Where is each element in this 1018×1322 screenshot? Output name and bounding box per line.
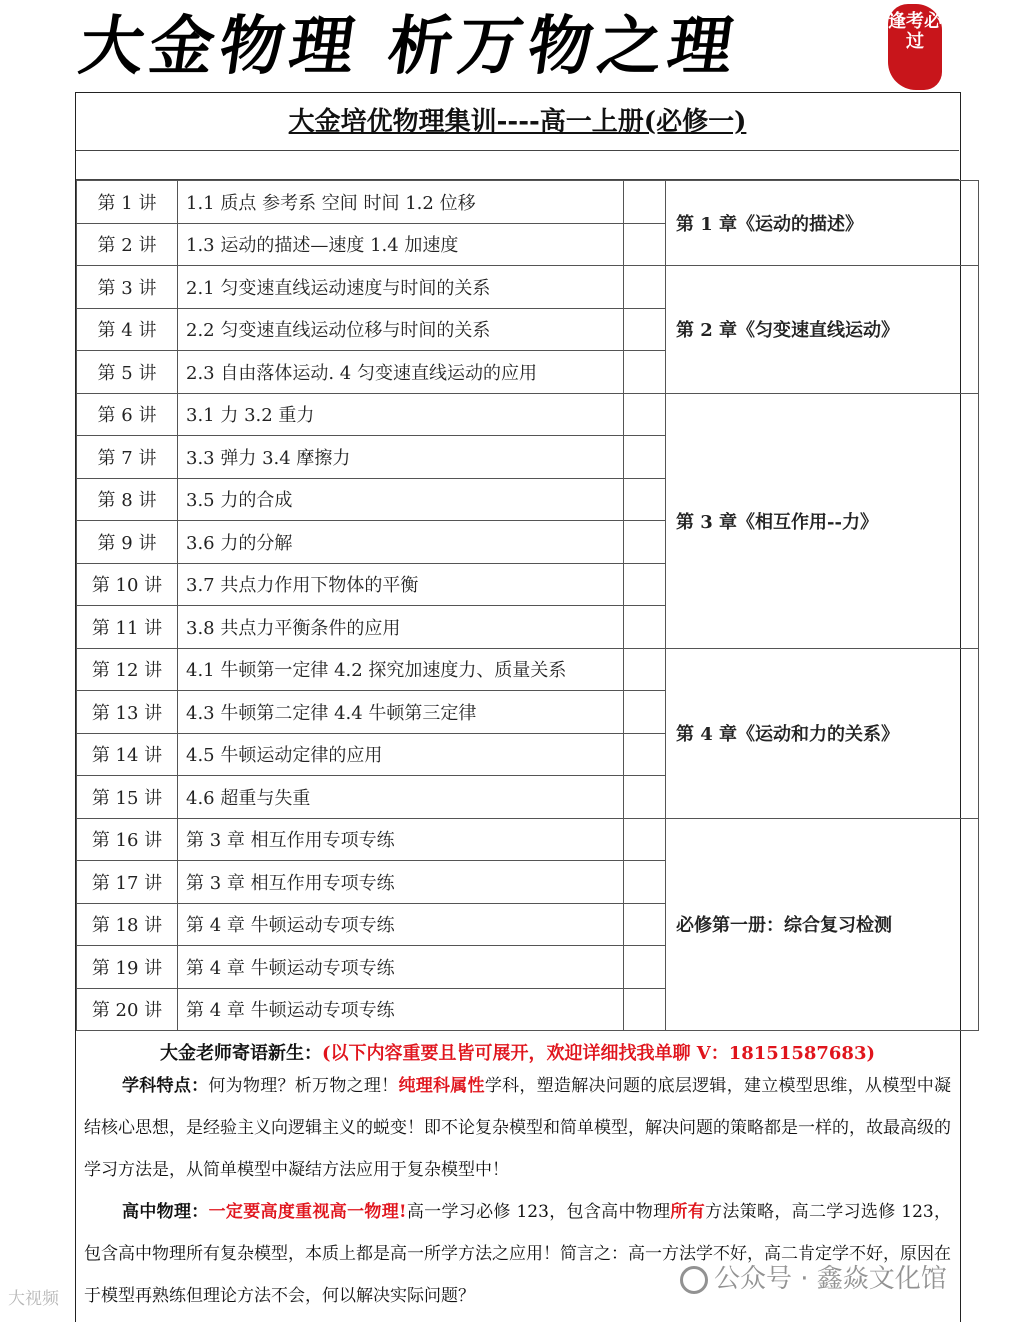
check-cell <box>624 606 666 649</box>
lecture-topic: 4.3 牛顿第二定律 4.4 牛顿第三定律 <box>178 691 624 734</box>
check-cell <box>624 733 666 776</box>
check-cell <box>624 861 666 904</box>
check-cell <box>624 351 666 394</box>
lecture-number: 第 10 讲 <box>77 563 178 606</box>
paragraph-subject <box>76 1065 959 1191</box>
table-row <box>77 266 979 309</box>
check-cell <box>624 946 666 989</box>
check-cell <box>624 181 666 224</box>
banner-calligraphy: 大金物理 析万物之理 <box>74 9 744 84</box>
page-title: 大金培优物理集训----高一上册(必修一) <box>288 107 747 137</box>
paragraph-text: 高一学习必修 123，包含高中物理 <box>406 1202 671 1222</box>
lecture-number: 第 3 讲 <box>77 266 178 309</box>
wechat-watermark <box>680 1258 947 1295</box>
paragraph-highlight: 一定要高度重视高一物理! <box>208 1202 407 1222</box>
lecture-number: 第 16 讲 <box>77 818 178 861</box>
check-cell <box>624 308 666 351</box>
wechat-icon <box>680 1266 708 1294</box>
lecture-number: 第 12 讲 <box>77 648 178 691</box>
paragraph-text: 何为物理？析万物之理！ <box>208 1076 399 1096</box>
lecture-table <box>76 180 979 1031</box>
lecture-number: 第 13 讲 <box>77 691 178 734</box>
lecture-topic: 第 4 章 牛顿运动专项专练 <box>178 903 624 946</box>
lecture-number: 第 4 讲 <box>77 308 178 351</box>
notes-heading-text: 大金老师寄语新生： <box>159 1043 322 1064</box>
lecture-number: 第 7 讲 <box>77 436 178 479</box>
notes-heading <box>76 1031 959 1065</box>
lecture-number: 第 14 讲 <box>77 733 178 776</box>
check-cell <box>624 818 666 861</box>
lecture-topic: 2.1 匀变速直线运动速度与时间的关系 <box>178 266 624 309</box>
lecture-topic: 第 3 章 相互作用专项专练 <box>178 818 624 861</box>
check-cell <box>624 563 666 606</box>
paragraph-lead: 学科特点： <box>122 1076 209 1096</box>
document-sheet <box>75 92 961 1322</box>
lecture-topic: 4.1 牛顿第一定律 4.2 探究加速度力、质量关系 <box>178 648 624 691</box>
corner-watermark: 大视频 <box>8 1289 59 1309</box>
check-cell <box>624 903 666 946</box>
check-cell <box>624 691 666 734</box>
lecture-topic: 3.3 弹力 3.4 摩擦力 <box>178 436 624 479</box>
lecture-topic: 3.1 力 3.2 重力 <box>178 393 624 436</box>
check-cell <box>624 393 666 436</box>
table-row <box>77 181 979 224</box>
table-row <box>77 393 979 436</box>
lecture-topic: 第 4 章 牛顿运动专项专练 <box>178 988 624 1031</box>
lecture-topic: 2.2 匀变速直线运动位移与时间的关系 <box>178 308 624 351</box>
lecture-number: 第 8 讲 <box>77 478 178 521</box>
title-row <box>76 93 959 151</box>
lecture-topic: 3.5 力的合成 <box>178 478 624 521</box>
lecture-topic: 3.8 共点力平衡条件的应用 <box>178 606 624 649</box>
lecture-number: 第 1 讲 <box>77 181 178 224</box>
lecture-topic: 1.1 质点 参考系 空间 时间 1.2 位移 <box>178 181 624 224</box>
lecture-topic: 3.7 共点力作用下物体的平衡 <box>178 563 624 606</box>
check-cell <box>624 436 666 479</box>
notes-heading-contact: (以下内容重要且皆可展开，欢迎详细找我单聊 V：18151587683) <box>321 1043 876 1064</box>
paragraph-text: 方法策略，高二学习选修 123，包含高中物理所有复杂模型，本质上都是高一所学方法之应用！简言之：高一方法学不好，高二肯定学不好，原因在于模型再熟练但理论方法不会，何以解决实际问题？ <box>84 1202 952 1306</box>
lecture-topic: 第 3 章 相互作用专项专练 <box>178 861 624 904</box>
check-cell <box>624 648 666 691</box>
lecture-topic: 1.3 运动的描述—速度 1.4 加速度 <box>178 223 624 266</box>
chapter-label: 必修第一册：综合复习检测 <box>666 818 979 1031</box>
paragraph-lead: 高中物理： <box>122 1202 209 1222</box>
paragraph-text: 学科，塑造解决问题的底层逻辑，建立模型思维，从模型中凝结核心思想，是经验主义向逻辑主义的蜕变！即不论复杂模型和简单模型，解决问题的策略都是一样的，故最高级的学习方法是，从简单模型中凝结方法应用于复杂模型中！ <box>84 1076 952 1180</box>
chapter-label: 第 2 章《匀变速直线运动》 <box>666 266 979 394</box>
spacer-row <box>76 150 959 180</box>
lecture-number: 第 20 讲 <box>77 988 178 1031</box>
check-cell <box>624 223 666 266</box>
paragraph-highschool <box>76 1191 959 1317</box>
lecture-number: 第 6 讲 <box>77 393 178 436</box>
lecture-number: 第 19 讲 <box>77 946 178 989</box>
lecture-topic: 第 4 章 牛顿运动专项专练 <box>178 946 624 989</box>
lecture-number: 第 9 讲 <box>77 521 178 564</box>
check-cell <box>624 521 666 564</box>
lecture-topic: 4.6 超重与失重 <box>178 776 624 819</box>
check-cell <box>624 478 666 521</box>
lecture-number: 第 18 讲 <box>77 903 178 946</box>
lecture-topic: 4.5 牛顿运动定律的应用 <box>178 733 624 776</box>
lecture-number: 第 5 讲 <box>77 351 178 394</box>
watermark-text: 公众号 · 鑫焱文化馆 <box>714 1264 947 1294</box>
lecture-number: 第 11 讲 <box>77 606 178 649</box>
check-cell <box>624 776 666 819</box>
lecture-number: 第 2 讲 <box>77 223 178 266</box>
paragraph-highlight: 所有 <box>670 1202 706 1222</box>
check-cell <box>624 988 666 1031</box>
lecture-number: 第 17 讲 <box>77 861 178 904</box>
check-cell <box>624 266 666 309</box>
lecture-topic: 3.6 力的分解 <box>178 521 624 564</box>
chapter-label: 第 3 章《相互作用--力》 <box>666 393 979 648</box>
table-row <box>77 648 979 691</box>
chapter-label: 第 1 章《运动的描述》 <box>666 181 979 266</box>
table-row <box>77 818 979 861</box>
paragraph-highlight: 纯理科属性 <box>398 1076 485 1096</box>
lecture-number: 第 15 讲 <box>77 776 178 819</box>
seal-stamp: 逢考必过 <box>888 4 942 90</box>
chapter-label: 第 4 章《运动和力的关系》 <box>666 648 979 818</box>
lecture-topic: 2.3 自由落体运动. 4 匀变速直线运动的应用 <box>178 351 624 394</box>
